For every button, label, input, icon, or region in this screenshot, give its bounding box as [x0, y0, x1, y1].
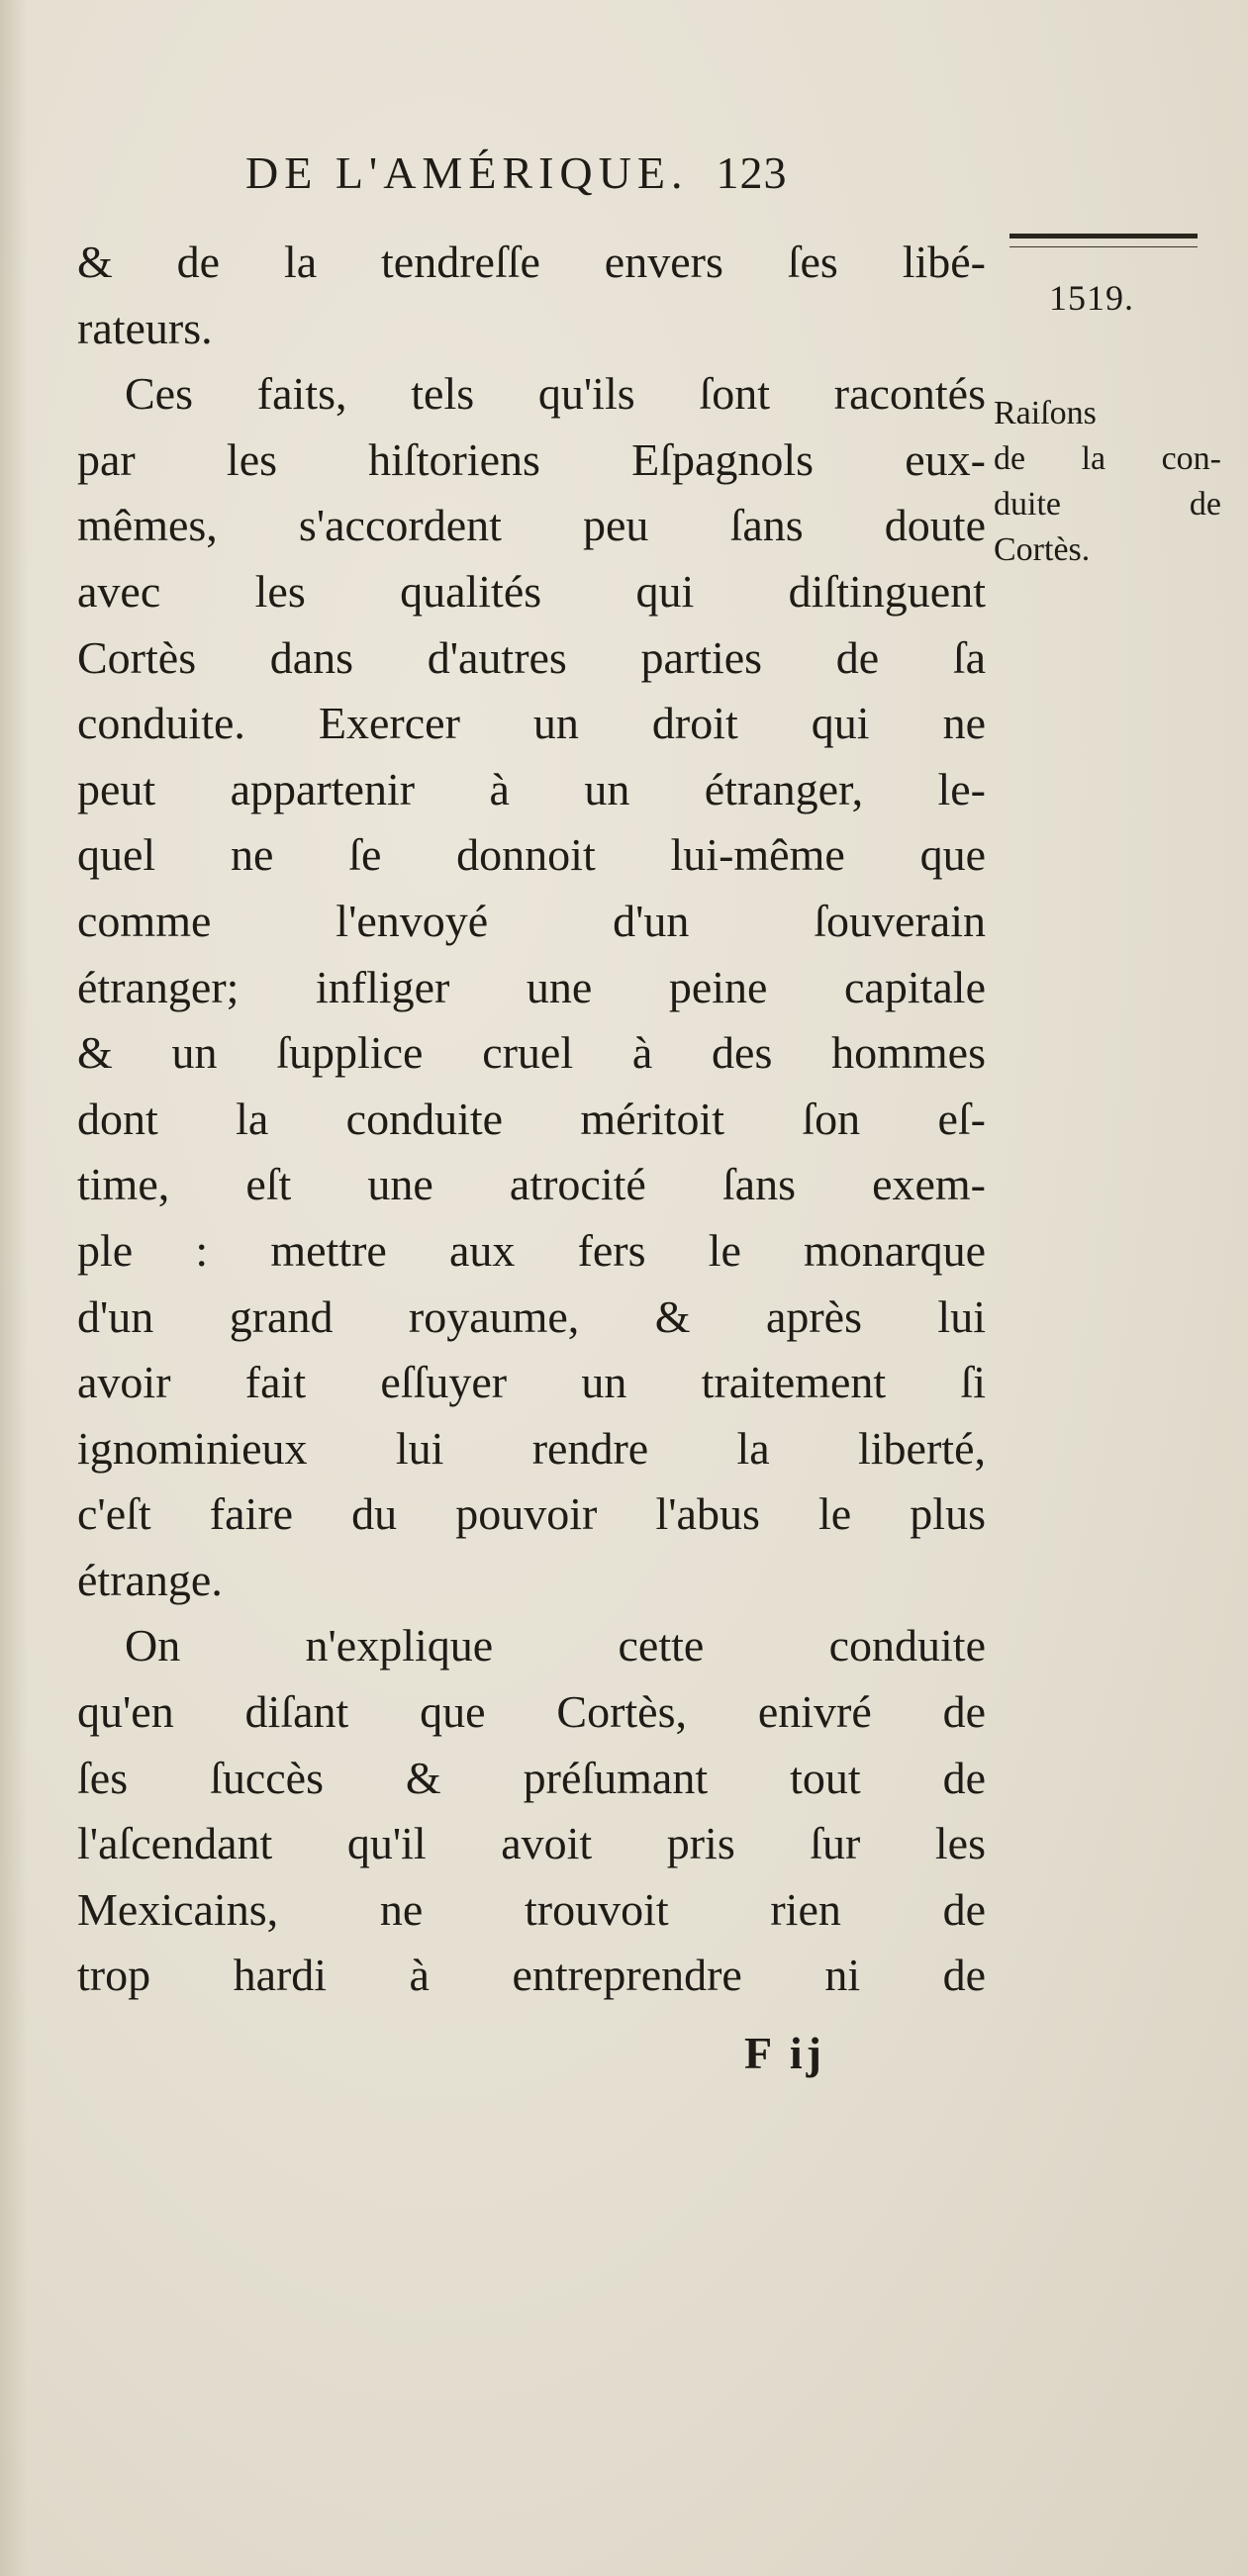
text-line: c'eſt faire du pouvoir l'abus le plus: [77, 1488, 986, 1540]
text-line: qu'en diſant que Cortès, enivré de: [77, 1686, 986, 1738]
text-line: ple : mettre aux fers le monarque: [77, 1224, 986, 1276]
header-rule: [1009, 234, 1198, 239]
text-line: time, eſt une atrocité ſans exem-: [77, 1159, 986, 1210]
text-line: avec les qualités qui diſtinguent: [77, 565, 986, 617]
running-header: [245, 146, 787, 199]
margin-year: 1519.: [1049, 278, 1134, 318]
text-line: Ces faits, tels qu'ils ſont racontés: [125, 368, 986, 420]
margin-note-line: duite de: [994, 486, 1221, 523]
margin-note-line: Cortès.: [994, 531, 1091, 568]
text-line: trop hardi à entreprendre ni de: [77, 1950, 986, 2001]
page-number: 123: [716, 147, 788, 198]
margin-note-line: Raiſons: [994, 395, 1097, 431]
text-line: conduite. Exercer un droit qui ne: [77, 698, 986, 749]
text-line: par les hiſtoriens Eſpagnols eux-: [77, 433, 986, 485]
running-title: DE L'AMÉRIQUE.: [245, 147, 689, 198]
margin-note: [994, 391, 1221, 573]
text-line: étrange.: [77, 1554, 223, 1605]
text-line: Cortès dans d'autres parties de ſa: [77, 631, 986, 683]
text-line: l'aſcendant qu'il avoit pris ſur les: [77, 1818, 986, 1869]
text-line: quel ne ſe donnoit lui-même que: [77, 829, 986, 881]
text-line: étranger; infliger une peine capitale: [77, 961, 986, 1012]
text-line: d'un grand royaume, & après lui: [77, 1290, 986, 1342]
margin-note-line: de la con-: [994, 440, 1221, 477]
signature-mark: F ij: [744, 2028, 825, 2078]
text-line: & un ſupplice cruel à des hommes: [77, 1027, 986, 1079]
text-line: ſes ſuccès & préſumant tout de: [77, 1752, 986, 1803]
text-line: comme l'envoyé d'un ſouverain: [77, 895, 986, 946]
text-line: avoir fait eſſuyer un traitement ſi: [77, 1357, 986, 1408]
text-line: rateurs.: [77, 302, 213, 353]
text-line: mêmes, s'accordent peu ſans doute: [77, 500, 986, 551]
text-line: ignominieux lui rendre la liberté,: [77, 1422, 986, 1474]
text-line: dont la conduite méritoit ſon eſ-: [77, 1093, 986, 1144]
text-line: Mexicains, ne trouvoit rien de: [77, 1883, 986, 1935]
body-text: [77, 230, 986, 2009]
text-line: & de la tendreſſe envers ſes libé-: [77, 237, 986, 287]
text-line: On n'explique cette conduite: [125, 1620, 986, 1671]
text-line: peut appartenir à un étranger, le-: [77, 763, 986, 814]
